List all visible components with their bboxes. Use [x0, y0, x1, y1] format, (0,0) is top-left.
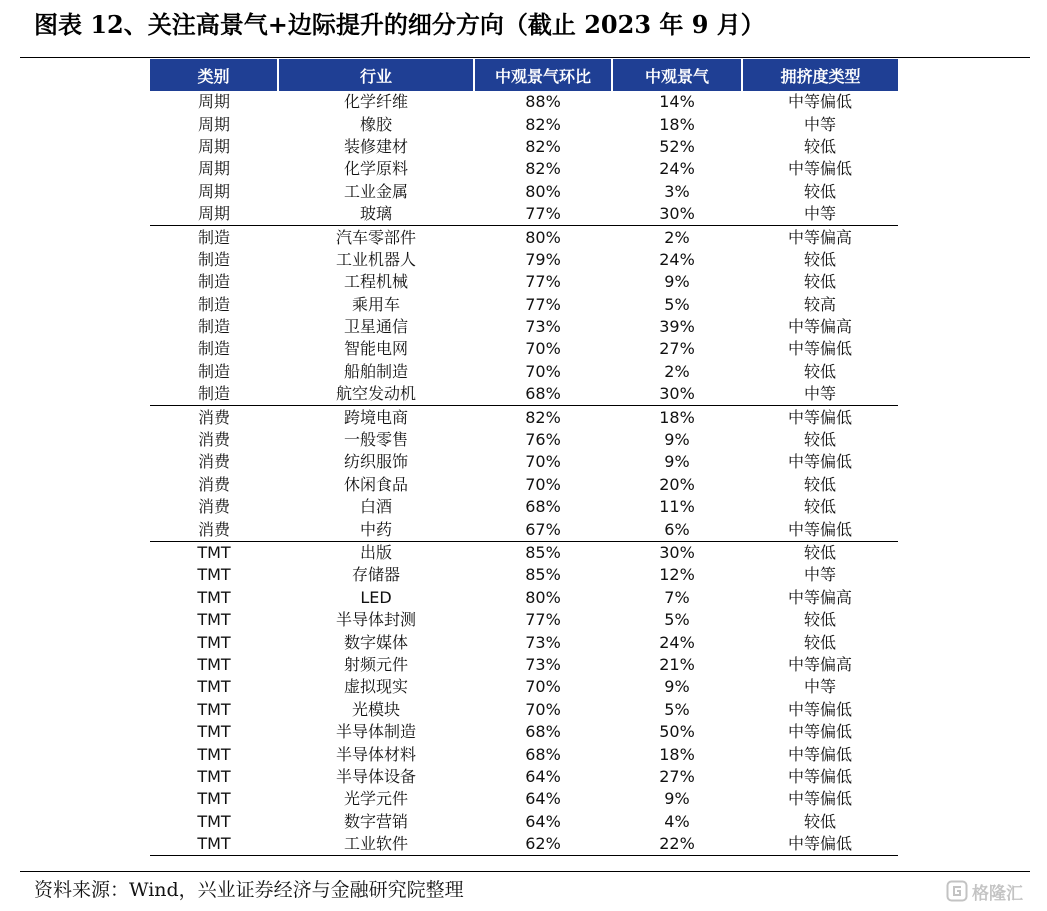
table-row — [150, 203, 898, 226]
cell-prosperity: 18% — [612, 406, 742, 429]
header-crowding-type: 拥挤度类型 — [742, 59, 898, 91]
cell-prosperity: 18% — [659, 114, 695, 134]
cell-category: TMT — [197, 654, 231, 674]
table-row — [150, 181, 898, 203]
header-prosperity: 中观景气 — [612, 59, 742, 91]
cell-category: TMT — [197, 789, 231, 809]
cell-industry: 半导体制造 — [335, 722, 416, 742]
cell-crowding-type: 中等偏低 — [787, 519, 852, 539]
cell-prosperity-change: 82% — [525, 159, 561, 179]
cell-industry: 半导体封测 — [335, 610, 416, 630]
cell-category: TMT — [197, 744, 231, 764]
cell-prosperity-change: 64% — [525, 811, 561, 831]
cell-prosperity: 30% — [612, 541, 742, 564]
cell-prosperity: 9% — [664, 677, 690, 697]
cell-industry: 化学纤维 — [343, 92, 408, 112]
header-industry: 行业 — [278, 59, 474, 91]
cell-crowding-type: 中等偏低 — [787, 699, 852, 719]
cell-category: 周期 — [197, 92, 230, 112]
table-row — [150, 136, 898, 158]
cell-industry: 工程机械 — [343, 272, 408, 292]
cell-category: TMT — [197, 722, 231, 742]
cell-crowding-type: 中等偏低 — [787, 789, 852, 809]
cell-crowding-type: 中等偏低 — [787, 452, 852, 472]
cell-crowding-type: 较低 — [803, 272, 836, 292]
cell-category: 制造 — [197, 294, 230, 314]
cell-crowding-type: 较低 — [803, 361, 836, 381]
cell-prosperity: 27% — [659, 766, 695, 786]
cell-category: TMT — [197, 811, 231, 831]
table-row — [150, 766, 898, 788]
cell-industry: 橡胶 — [359, 114, 392, 134]
cell-industry: 射频元件 — [343, 654, 408, 674]
cell-prosperity-change: 80% — [474, 226, 612, 249]
cell-industry: 工业机器人 — [335, 249, 416, 269]
cell-prosperity-change: 77% — [525, 272, 561, 292]
table-row — [150, 631, 898, 653]
cell-prosperity: 52% — [659, 136, 695, 156]
cell-category: 制造 — [197, 339, 230, 359]
cell-prosperity-change: 82% — [474, 406, 612, 429]
cell-category: 消费 — [150, 406, 278, 429]
cell-prosperity: 24% — [659, 632, 695, 652]
header-category: 类别 — [150, 59, 278, 91]
table-row — [150, 496, 898, 518]
cell-prosperity-change: 77% — [525, 610, 561, 630]
cell-prosperity-change: 67% — [525, 519, 561, 539]
cell-industry: 虚拟现实 — [343, 677, 408, 697]
table-row — [150, 721, 898, 743]
cell-prosperity-change: 82% — [525, 114, 561, 134]
cell-industry: 智能电网 — [343, 339, 408, 359]
cell-industry: 休闲食品 — [343, 474, 408, 494]
cell-prosperity-change: 70% — [525, 677, 561, 697]
cell-crowding-type: 较低 — [803, 610, 836, 630]
table-row — [150, 271, 898, 293]
cell-crowding-type: 中等偏低 — [787, 92, 852, 112]
table-row — [150, 294, 898, 316]
cell-prosperity: 7% — [664, 587, 690, 607]
cell-industry: 一般零售 — [343, 430, 408, 450]
cell-category: 消费 — [197, 474, 230, 494]
table-row — [150, 158, 898, 180]
cell-category: TMT — [197, 610, 231, 630]
cell-prosperity-change: 77% — [525, 294, 561, 314]
cell-category: 制造 — [197, 272, 230, 292]
cell-prosperity: 2% — [612, 226, 742, 249]
cell-prosperity: 3% — [664, 181, 690, 201]
cell-industry: 玻璃 — [359, 204, 392, 224]
cell-crowding-type: 较高 — [803, 294, 836, 314]
table-body — [150, 91, 898, 856]
cell-prosperity-change: 80% — [525, 181, 561, 201]
cell-category: 消费 — [197, 497, 230, 517]
cell-prosperity: 11% — [659, 497, 695, 517]
cell-crowding-type: 中等偏低 — [787, 744, 852, 764]
cell-crowding-type: 中等 — [803, 677, 836, 697]
cell-prosperity: 30% — [659, 384, 695, 404]
watermark-logo-icon — [946, 880, 968, 902]
cell-crowding-type: 较低 — [803, 497, 836, 517]
cell-prosperity-change: 85% — [474, 541, 612, 564]
cell-prosperity-change: 73% — [525, 317, 561, 337]
cell-industry: 数字媒体 — [343, 632, 408, 652]
cell-category: 消费 — [197, 519, 230, 539]
cell-industry: 存储器 — [351, 565, 400, 585]
cell-category: TMT — [197, 766, 231, 786]
cell-crowding-type: 较低 — [803, 430, 836, 450]
cell-prosperity: 5% — [664, 610, 690, 630]
table-row — [150, 609, 898, 631]
cell-industry: 光模块 — [351, 699, 400, 719]
cell-crowding-type: 中等偏高 — [742, 226, 898, 249]
cell-prosperity: 4% — [664, 811, 690, 831]
cell-prosperity-change: 70% — [525, 474, 561, 494]
cell-crowding-type: 较低 — [803, 181, 836, 201]
cell-crowding-type: 中等偏低 — [787, 722, 852, 742]
cell-prosperity: 12% — [659, 565, 695, 585]
table-row — [150, 383, 898, 406]
cell-prosperity: 24% — [659, 249, 695, 269]
cell-crowding-type: 中等偏高 — [787, 587, 852, 607]
cell-prosperity-change: 70% — [525, 452, 561, 472]
cell-prosperity: 5% — [664, 699, 690, 719]
table-row — [150, 406, 898, 429]
cell-crowding-type: 较低 — [803, 811, 836, 831]
cell-prosperity-change: 85% — [525, 565, 561, 585]
industry-table — [150, 59, 898, 856]
cell-prosperity: 9% — [664, 272, 690, 292]
watermark-text: 格隆汇 — [972, 883, 1023, 904]
cell-category: 周期 — [197, 114, 230, 134]
cell-prosperity-change: 80% — [525, 587, 561, 607]
table-row — [150, 541, 898, 564]
cell-industry: 半导体设备 — [335, 766, 416, 786]
cell-category: 制造 — [197, 384, 230, 404]
figure-title: 图表 12、关注高景气+边际提升的细分方向（截止 2023 年 9 月） — [34, 10, 765, 39]
cell-industry: 光学元件 — [343, 789, 408, 809]
cell-crowding-type: 中等 — [803, 565, 836, 585]
cell-crowding-type: 中等偏低 — [787, 159, 852, 179]
watermark — [946, 878, 1023, 904]
cell-category: TMT — [150, 541, 278, 564]
cell-prosperity-change: 73% — [525, 654, 561, 674]
cell-category: 消费 — [197, 430, 230, 450]
cell-prosperity: 14% — [659, 92, 695, 112]
cell-prosperity-change: 62% — [474, 833, 612, 856]
cell-prosperity: 21% — [659, 654, 695, 674]
table-row — [150, 676, 898, 698]
cell-prosperity-change: 79% — [525, 249, 561, 269]
cell-industry: 半导体材料 — [335, 744, 416, 764]
cell-category: 周期 — [197, 181, 230, 201]
cell-category: TMT — [197, 699, 231, 719]
cell-crowding-type: 较低 — [803, 249, 836, 269]
cell-prosperity-change: 73% — [525, 632, 561, 652]
cell-category: TMT — [197, 632, 231, 652]
table-row — [150, 361, 898, 383]
cell-crowding-type: 较低 — [803, 474, 836, 494]
table-row — [150, 316, 898, 338]
cell-prosperity: 22% — [612, 833, 742, 856]
cell-crowding-type: 中等偏低 — [787, 766, 852, 786]
cell-industry: 数字营销 — [343, 811, 408, 831]
cell-crowding-type: 中等 — [803, 204, 836, 224]
cell-prosperity-change: 68% — [525, 497, 561, 517]
cell-prosperity: 20% — [659, 474, 695, 494]
cell-prosperity-change: 64% — [525, 766, 561, 786]
cell-industry: 乘用车 — [351, 294, 400, 314]
header-prosperity-change: 中观景气环比 — [474, 59, 612, 91]
cell-crowding-type: 中等偏高 — [787, 654, 852, 674]
table-row — [150, 338, 898, 360]
table-row — [150, 429, 898, 451]
cell-industry: LED — [360, 587, 392, 607]
cell-prosperity-change: 76% — [525, 430, 561, 450]
cell-industry: 中药 — [359, 519, 392, 539]
cell-prosperity-change: 68% — [525, 384, 561, 404]
cell-category: TMT — [150, 833, 278, 856]
top-rule — [20, 57, 1030, 58]
header-row — [150, 59, 898, 91]
cell-prosperity-change: 68% — [525, 744, 561, 764]
cell-category: TMT — [197, 565, 231, 585]
cell-category: 周期 — [197, 159, 230, 179]
cell-category: 消费 — [197, 452, 230, 472]
cell-prosperity: 9% — [664, 452, 690, 472]
cell-industry: 汽车零部件 — [278, 226, 474, 249]
table-row — [150, 91, 898, 113]
cell-prosperity: 30% — [659, 204, 695, 224]
cell-prosperity: 6% — [664, 519, 690, 539]
cell-crowding-type: 中等偏低 — [787, 339, 852, 359]
cell-prosperity: 2% — [664, 361, 690, 381]
bottom-rule — [20, 871, 1030, 872]
cell-crowding-type: 中等 — [803, 114, 836, 134]
cell-prosperity: 9% — [664, 789, 690, 809]
cell-industry: 化学原料 — [343, 159, 408, 179]
table-row — [150, 451, 898, 473]
cell-industry: 出版 — [278, 541, 474, 564]
table-row — [150, 587, 898, 609]
cell-crowding-type: 中等偏低 — [742, 406, 898, 429]
cell-prosperity-change: 88% — [525, 92, 561, 112]
cell-prosperity: 39% — [659, 317, 695, 337]
table-row — [150, 249, 898, 271]
cell-industry: 白酒 — [359, 497, 392, 517]
table-row — [150, 699, 898, 721]
cell-crowding-type: 较低 — [742, 541, 898, 564]
table-row — [150, 654, 898, 676]
table-row — [150, 743, 898, 765]
cell-prosperity: 18% — [659, 744, 695, 764]
cell-prosperity-change: 70% — [525, 361, 561, 381]
cell-category: 制造 — [197, 317, 230, 337]
cell-prosperity-change: 70% — [525, 339, 561, 359]
source-note: 资料来源：Wind，兴业证券经济与金融研究院整理 — [34, 879, 464, 901]
cell-industry: 工业软件 — [278, 833, 474, 856]
table-row — [150, 226, 898, 249]
cell-prosperity: 27% — [659, 339, 695, 359]
cell-prosperity-change: 82% — [525, 136, 561, 156]
table-row — [150, 474, 898, 496]
cell-prosperity-change: 77% — [525, 204, 561, 224]
cell-prosperity-change: 64% — [525, 789, 561, 809]
cell-prosperity: 9% — [664, 430, 690, 450]
table-row — [150, 113, 898, 135]
table-row — [150, 833, 898, 856]
cell-industry: 纺织服饰 — [343, 452, 408, 472]
cell-crowding-type: 较低 — [803, 136, 836, 156]
table-row — [150, 788, 898, 810]
cell-prosperity: 50% — [659, 722, 695, 742]
cell-industry: 装修建材 — [343, 136, 408, 156]
table-row — [150, 518, 898, 541]
cell-industry: 卫星通信 — [343, 317, 408, 337]
cell-category: TMT — [197, 677, 231, 697]
cell-category: 制造 — [150, 226, 278, 249]
cell-industry: 航空发动机 — [335, 384, 416, 404]
cell-crowding-type: 中等 — [803, 384, 836, 404]
cell-prosperity-change: 70% — [525, 699, 561, 719]
cell-crowding-type: 中等偏高 — [787, 317, 852, 337]
cell-category: 制造 — [197, 361, 230, 381]
cell-crowding-type: 中等偏低 — [742, 833, 898, 856]
cell-prosperity: 24% — [659, 159, 695, 179]
cell-category: 周期 — [197, 204, 230, 224]
cell-industry: 跨境电商 — [278, 406, 474, 429]
cell-prosperity: 5% — [664, 294, 690, 314]
cell-industry: 工业金属 — [343, 181, 408, 201]
table-row — [150, 564, 898, 586]
cell-category: 周期 — [197, 136, 230, 156]
cell-crowding-type: 较低 — [803, 632, 836, 652]
cell-category: 制造 — [197, 249, 230, 269]
table-row — [150, 811, 898, 833]
cell-category: TMT — [197, 587, 231, 607]
cell-prosperity-change: 68% — [525, 722, 561, 742]
cell-industry: 船舶制造 — [343, 361, 408, 381]
